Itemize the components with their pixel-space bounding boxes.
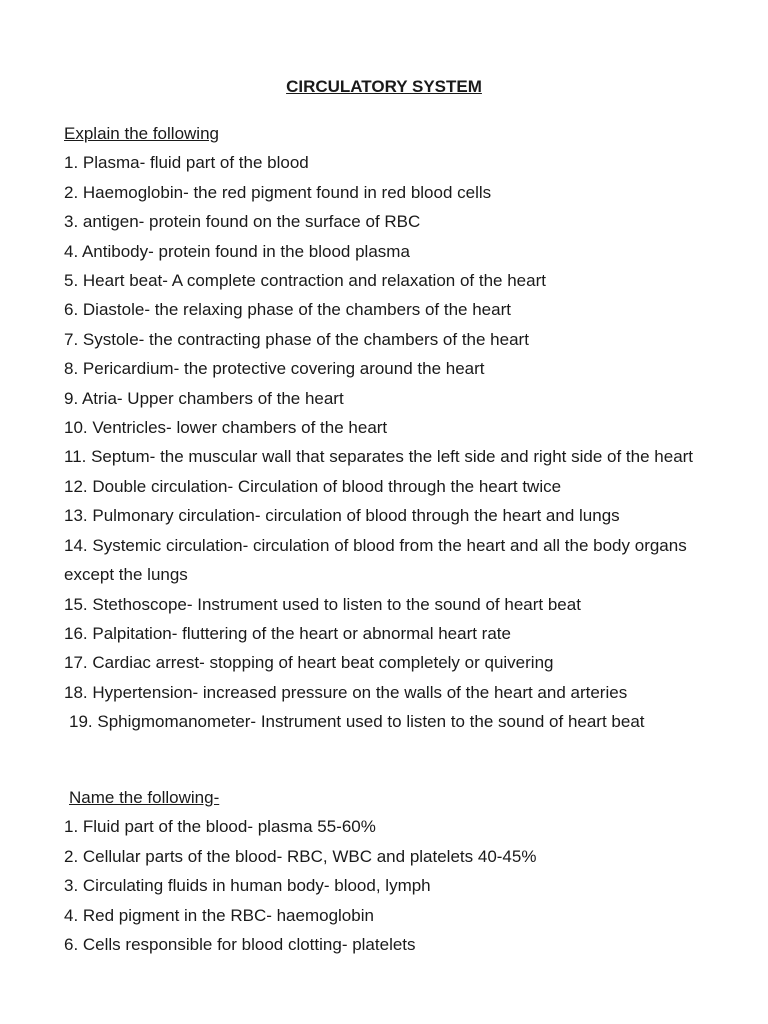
document-title: CIRCULATORY SYSTEM [286,77,482,96]
list-item: 9. Atria- Upper chambers of the heart [64,388,344,408]
list-item: 13. Pulmonary circulation- circulation of blood through the heart and lungs [64,506,620,526]
list-item: 4. Antibody- protein found in the blood plasma [64,241,410,261]
list-item: 12. Double circulation- Circulation of blood through the heart twice [64,476,562,496]
list-item: 1. Plasma- fluid part of the blood [64,153,309,173]
list-item: 11. Septum- the muscular wall that separates the left side and right side of the heart [64,447,694,467]
list-item: 1. Fluid part of the blood- plasma 55-60% [64,817,376,837]
list-item: 3. antigen- protein found on the surface of RBC [64,212,421,232]
list-item: 19. Sphigmomanometer- Instrument used to listen to the sound of heart beat [69,712,645,732]
list-item: 17. Cardiac arrest- stopping of heart beat completely or quivering [64,653,554,673]
list-item: 5. Heart beat- A complete contraction and relaxation of the heart [64,271,546,291]
list-item: 8. Pericardium- the protective covering around the heart [64,359,485,379]
explain-section [64,119,704,737]
list-item: 2. Cellular parts of the blood- RBC, WBC and platelets 40-45% [64,846,537,866]
list-item: 16. Palpitation- fluttering of the heart or abnormal heart rate [64,623,511,643]
list-item: 4. Red pigment in the RBC- haemoglobin [64,905,374,925]
name-section [64,783,704,959]
list-item: 10. Ventricles- lower chambers of the heart [64,418,388,438]
list-item: 15. Stethoscope- Instrument used to listen to the sound of heart beat [64,594,581,614]
name-list [64,812,704,959]
list-item: 3. Circulating fluids in human body- blood, lymph [64,876,431,896]
list-item: 6. Cells responsible for blood clotting- platelets [64,935,416,955]
section-heading-explain: Explain the following [64,124,219,143]
list-item: 7. Systole- the contracting phase of the chambers of the heart [64,329,529,349]
list-item: 14. Systemic circulation- circulation of blood from the heart and all the body organs except the lungs [64,535,687,585]
list-item: 18. Hypertension- increased pressure on the walls of the heart and arteries [64,682,628,702]
explain-list [64,148,704,736]
list-item: 2. Haemoglobin- the red pigment found in red blood cells [64,182,492,202]
list-item: 6. Diastole- the relaxing phase of the chambers of the heart [64,300,511,320]
section-heading-name: Name the following- [69,788,220,807]
